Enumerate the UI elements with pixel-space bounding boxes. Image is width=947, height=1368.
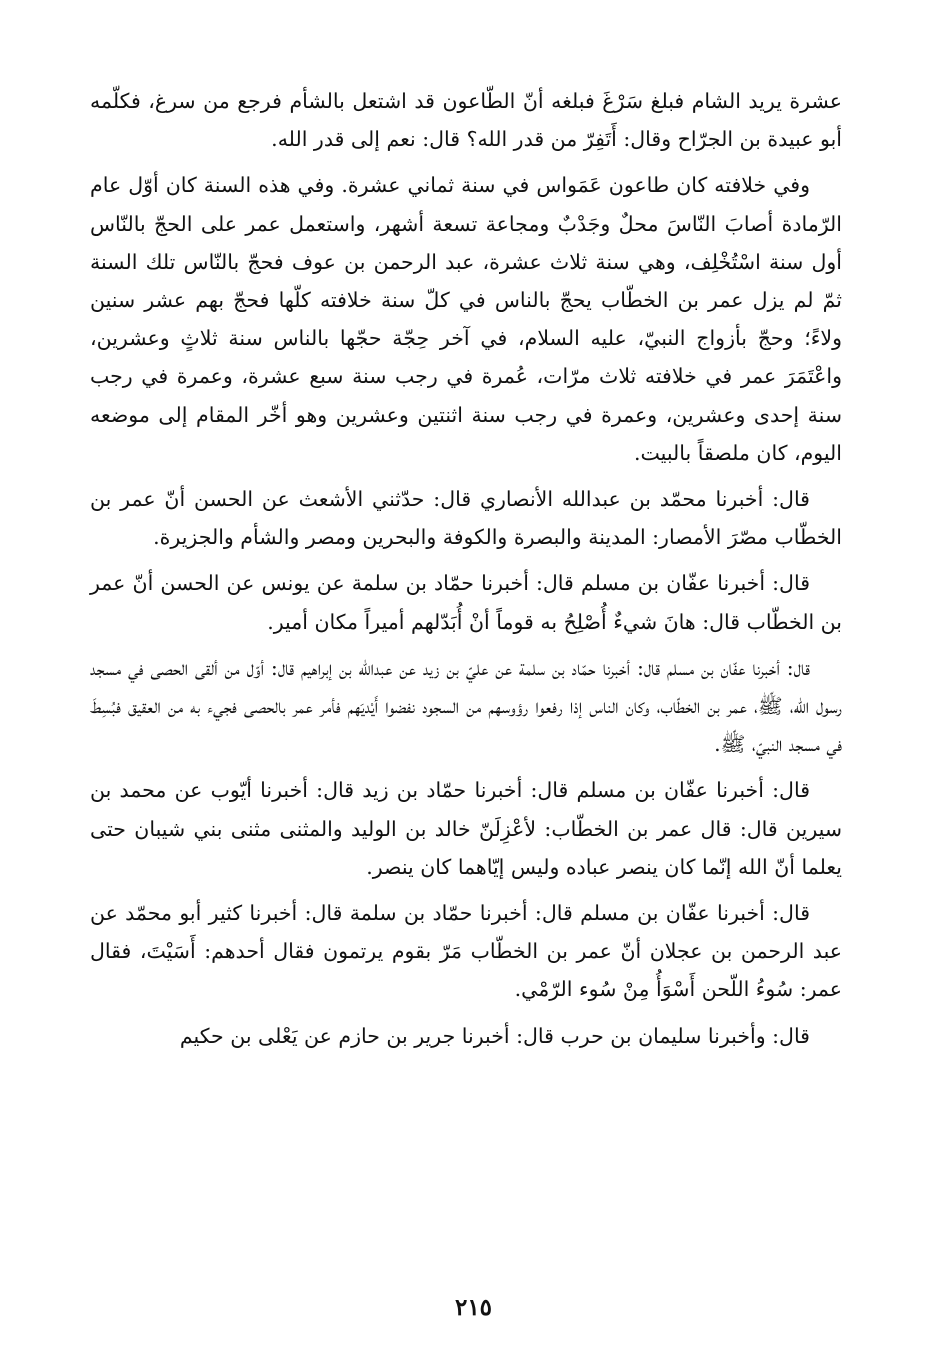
paragraph-1: عشرة يريد الشام فبلغ سَرْغَ فبلغه أنّ الطّاعون قد اشتعل بالشأم فرجع من سرغ، فكلّمه أبو عبيدة بن الجرّاح وقال: أَتَفِرّ من قدر الله؟ قال: نعم إلى قدر الله.	[90, 89, 842, 152]
page-number: ٢١٥	[454, 1294, 493, 1321]
paragraph-5: قال: أخبرنا عفّان بن مسلم قال: أخبرنا حمّاد بن سلمة عن عليّ بن زيد عن عبدالله بن إبراهيم قال: أوّل من ألقى الحصى في مسجد رسول الله، ﷺ، عمر بن الخطّاب، وكان الناس إذا رفعوا رؤوسهم من السجود نفضوا أَيْديَهم فأمر عمر بالحصى فجيء به من العقيق فبُسِطَ في مسجد النبيّ، ﷺ.	[90, 655, 842, 757]
paragraph-3: قال: أخبرنا محمّد بن عبدالله الأنصاري قال: حدّثني الأشعث عن الحسن أنّ عمر بن الخطّاب مصّرَ الأمصار: المدينة والبصرة والكوفة والبحرين ومصر والشأم والجزيرة.	[90, 487, 842, 550]
paragraph-4: قال: أخبرنا عفّان بن مسلم قال: أخبرنا حمّاد بن سلمة عن يونس عن الحسن أنّ عمر بن الخطّاب قال: هانَ شيءٌ أُصْلِحُ به قوماً أنْ أُبَدّلهم أميراً مكان أمير.	[90, 571, 842, 634]
paragraph-8: قال: وأخبرنا سليمان بن حرب قال: أخبرنا جرير بن حازم عن يَعْلى بن حكيم	[179, 1023, 810, 1048]
page-body	[90, 82, 842, 1063]
paragraph-6: قال: أخبرنا عفّان بن مسلم قال: أخبرنا حمّاد بن زيد قال: أخبرنا أيّوب عن محمد بن سيرين قال: قال عمر بن الخطّاب: لأعْزِلَنّ خالد بن الوليد والمثنى مثنى بني شيبان حتى يعلما أنّ الله إنّما كان ينصر عباده وليس إيّاهما كان ينصر.	[90, 778, 842, 879]
paragraph-7: قال: أخبرنا عفّان بن مسلم قال: أخبرنا حمّاد بن سلمة قال: أخبرنا كثير أبو محمّد عن عبد الرحمن بن عجلان أنّ عمر بن الخطّاب مَرّ بقوم يرتمون فقال أحدهم: أَسَيْتَ، فقال عمر: سُوءُ اللّحن أَسْوَأُ مِنْ سُوء الرّمْي.	[90, 901, 842, 1002]
paragraph-2: وفي خلافته كان طاعون عَمَواس في سنة ثماني عشرة. وفي هذه السنة كان أوّل عام الرّمادة أصابَ النّاسَ محلٌ وجَدْبٌ ومجاعة تسعة أشهر، واستعمل عمر على الحجّ بالنّاس أول سنة اسْتُخْلِف، وهي سنة ثلاث عشرة، عبد الرحمن بن عوف فحجّ بالنّاس تلك السنة ثمّ لم يزل عمر بن الخطّاب يحجّ بالناس في كلّ سنة خلافته كلّها فحجّ بهم عشر سنين ولاءً؛ وحجّ بأزواج النبيّ، عليه السلام، في آخر حِجّة حجّها بالناس سنة ثلاثٍ وعشرين، واعْتَمَرَ عمر في خلافته ثلاث مرّات، عُمرة في رجب سنة سبع عشرة، وعمرة في رجب سنة إحدى وعشرين، وعمرة في رجب سنة اثنتين وعشرين وهو أخّر المقام إلى موضعه اليوم، كان ملصقاً بالبيت.	[90, 173, 842, 465]
